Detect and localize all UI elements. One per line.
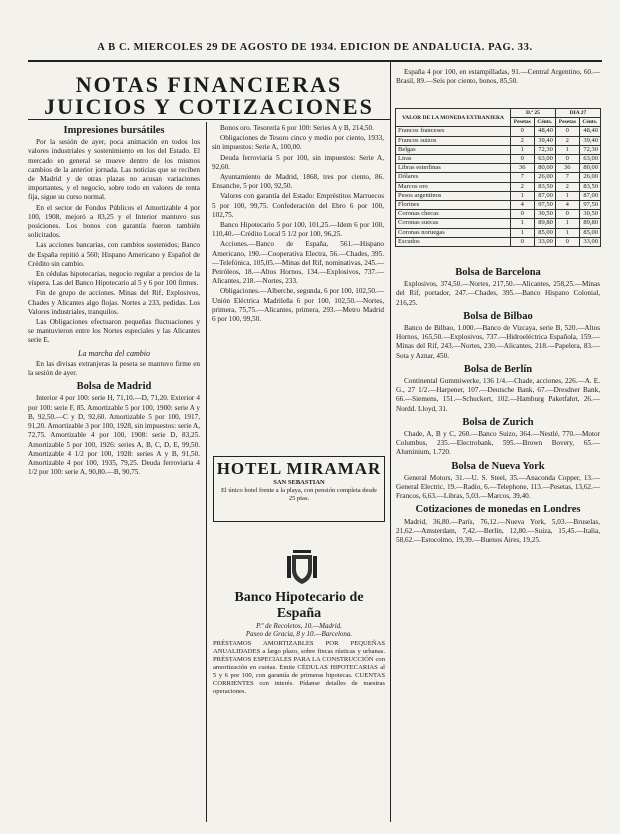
fx-sub-header: Pesetas bbox=[510, 118, 534, 127]
col1-paragraph: Por la sesión de ayer, poca animación en todos los valores industriales y sostenimiento en los del Estado. El mercado en general se mueve dentro de los mismos cambios de la anterior jornada. Las noticias que se reciben de Madrid y de otras plazas no acusan variaciones importantes, y el negocio, sobre todo en valores de renta fija, sigue su curso normal. bbox=[28, 138, 200, 202]
currency-value: 1 bbox=[555, 219, 579, 228]
col2-paragraph: Ayuntamiento de Madrid, 1868, tres por ciento, 86. Ensanche, 5 por 100, 92,50. bbox=[212, 173, 384, 191]
hotel-miramar-ad bbox=[213, 456, 385, 522]
marcha-title: La marcha del cambio bbox=[78, 348, 150, 358]
currency-value: 80,00 bbox=[534, 164, 555, 173]
col1-paragraph: En cédulas hipotecarias, negocio regular a precios de la víspera. Las del Banco Hipotecario al 5 y 6 por 100 firmes. bbox=[28, 270, 200, 288]
col1-paragraph: Las acciones bancarias, con cambios sostenidos; Banco de España repitió a 560; Hispano Americano y Español de Crédito sin cambio. bbox=[28, 241, 200, 268]
currency-value: 26,00 bbox=[579, 173, 600, 182]
currency-value: 30,50 bbox=[579, 210, 600, 219]
currency-value: 83,50 bbox=[534, 182, 555, 191]
currency-row bbox=[396, 182, 601, 191]
barcelona-text: Explosivos, 374,50.—Nortes, 217,50.—Alicantes, 258,25.—Minas del Rif, portador, 247.—Chades, 395.—Banco Hispano Colonial, 216,25. bbox=[396, 280, 600, 307]
currency-value: 1 bbox=[510, 219, 534, 228]
currency-name: Belgas bbox=[396, 145, 511, 154]
currency-row bbox=[396, 155, 601, 164]
currency-value: 1 bbox=[555, 228, 579, 237]
currency-value: 7 bbox=[555, 173, 579, 182]
col2-paragraph: Deuda ferroviaria 5 por 100, sin impuestos: Serie A, 92,60. bbox=[212, 153, 384, 171]
currency-value: 1 bbox=[510, 145, 534, 154]
currency-value: 33,00 bbox=[579, 237, 600, 246]
bank-body: PRÉSTAMOS AMORTIZABLES POR PEQUEÑAS ANUALIDADES a largo plazo, sobre fincas rústicas y urbanas. PRÉSTAMOS ESPECIALES PARA LA CONSTRUCCIÓN con amortización en cuotas. Emite CÉDULAS HIPOTECARIAS al 5 y 6 por 100, con garantía de primeras hipotecas. CUENTAS CORRIENTES con interés. Pídanse detalles de nuestras operaciones. bbox=[213, 640, 385, 695]
col1-paragraph: En las divisas extranjeras la peseta se mantuvo firme en la sesión de ayer. bbox=[28, 359, 200, 378]
fx-sub-header: Cénts. bbox=[579, 118, 600, 127]
currency-name: Francos suizos bbox=[396, 136, 511, 145]
col1-paragraph: Interior 4 por 100: serie H, 71,10.—D, 71,20. Exterior 4 por 100: serie F, 85. Amortizable 5 por 100, 1900: serie A y B, 92,50.—C y D, 92,60. Amortizable 5 por 100, 1917, 91,20. Amortizable 3 por 100, 1928, sin impuestos: serie A, 72,75. Amortizable 4 por 100, 1908: serie D, 83,25. Amortizable 5 por 100, 1926: series A, B, C, D, E, 99,50. Amortizable 4 1/2 por 100, 1928: series A y B, 91,50. Amortizable 4 por 100, 1935, 79,25. Deuda ferroviaria 4 1/2 por 100: serie A, 90,80.—B, 90,75. bbox=[28, 394, 200, 477]
column-3 bbox=[396, 264, 600, 546]
currency-name: Francos franceses bbox=[396, 127, 511, 136]
currency-row bbox=[396, 228, 601, 237]
currency-value: 87,00 bbox=[579, 191, 600, 200]
currency-value: 1 bbox=[555, 145, 579, 154]
currency-value: 0 bbox=[555, 237, 579, 246]
bank-name: Banco Hipotecario de España bbox=[234, 590, 364, 621]
currency-value: 7 bbox=[510, 173, 534, 182]
impresiones-title: Impresiones bursátiles bbox=[63, 125, 165, 136]
currency-value: 2 bbox=[510, 182, 534, 191]
berlin-text: Continental Gummiwerke, 136 1/4.—Chade, acciones, 226.—A. E. G., 27 1/2.—Harpener, 107.—Deutsche Bank, 67.—Dresdner Bank, 66.—Siemens, 151.—Schuckert, 102.—Hamburg Paketfahrt, 26.—Nordd. Lloyd, 31. bbox=[396, 377, 600, 413]
currency-value: 89,80 bbox=[579, 219, 600, 228]
col2-paragraph: Bonos oro. Tesorería 6 por 100: Series A y B, 214,50. bbox=[220, 124, 374, 132]
currency-row bbox=[396, 201, 601, 210]
londres-text: Madrid, 36,80.—París, 76,12.—Nueva York, 5,03.—Bruselas, 21,62.—Amsterdam, 7,42.—Berlín, 12,80.—Suiza, 15,45.—Italia, 58,62.—Estocolmo, 19,39.—Buenos Aires, 19,25. bbox=[396, 517, 600, 545]
barcelona-title: Bolsa de Barcelona bbox=[455, 267, 541, 278]
londres-title: Cotizaciones de monedas en Londres bbox=[415, 504, 581, 516]
currency-value: 63,00 bbox=[534, 155, 555, 164]
currency-value: 4 bbox=[510, 201, 534, 210]
currency-value: 0 bbox=[555, 127, 579, 136]
banco-hipotecario-ad bbox=[211, 590, 387, 696]
currency-value: 0 bbox=[510, 210, 534, 219]
hotel-name: HOTEL MIRAMAR bbox=[216, 459, 382, 478]
column-rule-2 bbox=[390, 62, 391, 822]
col3-paragraph: España 4 por 100, en estampilladas, 91.—Central Argentino, 60.—Brasil, 89.—Seis por ciento, bonos, 85,50. bbox=[396, 68, 600, 86]
madrid-title: Bolsa de Madrid bbox=[76, 381, 152, 393]
fx-header-day27: DIA 27 bbox=[555, 109, 600, 118]
currency-value: 72,30 bbox=[579, 145, 600, 154]
currency-name: Dólares bbox=[396, 173, 511, 182]
currency-value: 89,80 bbox=[534, 219, 555, 228]
col1-paragraph: Las Obligaciones efectuaron pequeñas fluctuaciones y se mantuvieron entre los Nortes especiales y las Alicantes serie E. bbox=[28, 318, 200, 345]
currency-value: 4 bbox=[555, 201, 579, 210]
bank-crest-icon bbox=[284, 546, 320, 586]
currency-name: Coronas suecas bbox=[396, 219, 511, 228]
currency-value: 63,00 bbox=[579, 155, 600, 164]
currency-value: 2 bbox=[555, 182, 579, 191]
currency-value: 36 bbox=[510, 164, 534, 173]
header-rule bbox=[28, 60, 602, 62]
col2-paragraph: Obligaciones.—Alberche, segunda, 6 por 100, 102,50.—Unión Eléctrica Madrileña 6 por 100, 102,50.—Nortes, primera, 75,75.—Alicantes, primera, 293.—Metro Madrid 6 por 100, 99,50. bbox=[212, 287, 384, 324]
currency-value: 83,50 bbox=[579, 182, 600, 191]
currency-value: 1 bbox=[510, 191, 534, 200]
bank-branch: Paseo de Gracia, 8 y 10.—Barcelona. bbox=[245, 630, 353, 638]
hotel-text: El único hotel frente a la playa, con pensión completa desde 25 ptas. bbox=[220, 487, 378, 502]
ny-title: Bolsa de Nueva York bbox=[451, 460, 545, 472]
col2-paragraph: Valores con garantía del Estado: Empréstitos Marruecos 5 por 100, 99,75. Confederación del Ebro 6 por 100, 102,75. bbox=[212, 192, 384, 219]
currency-value: 36 bbox=[555, 164, 579, 173]
currency-value: 26,00 bbox=[534, 173, 555, 182]
currency-value: 87,00 bbox=[534, 191, 555, 200]
col1-paragraph: Fin de grupo de acciones. Minas del Rif, Explosivos, Chades y Alicantes algo flojas. Nortes a 233, pedidas. Los Valores industriales, tranquilos. bbox=[28, 289, 200, 316]
currency-row bbox=[396, 191, 601, 200]
currency-value: 0 bbox=[510, 155, 534, 164]
fx-sub-header: Cénts. bbox=[534, 118, 555, 127]
col2-paragraph: Obligaciones de Tesoro cinco y medio por ciento, 1933, sin impuestos: Serie A, 100,00. bbox=[212, 134, 384, 152]
zurich-text: Chade, A, B y C, 260.—Banco Suizo, 364.—Nestlé, 770.—Motor Columbus, 235.—Electrobank, 595.—Brown Bovery, 65.—Aluminium, 1.720. bbox=[396, 430, 600, 457]
currency-value: 85,00 bbox=[579, 228, 600, 237]
bank-address: P.º de Recoletos, 10.—Madrid. bbox=[256, 622, 342, 630]
section-title: NOTAS FINANCIERAS JUICIOS Y COTIZACIONES bbox=[44, 72, 374, 119]
fx-header-currency: VALOR DE LA MONEDA EXTRANJERA bbox=[396, 109, 511, 127]
zurich-title: Bolsa de Zurich bbox=[462, 416, 534, 428]
currency-value: 48,40 bbox=[534, 127, 555, 136]
currency-value: 2 bbox=[555, 136, 579, 145]
fx-sub-header: Pesetas bbox=[555, 118, 579, 127]
currency-row bbox=[396, 145, 601, 154]
bilbao-title: Bolsa de Bilbao bbox=[463, 310, 533, 322]
column-3-intro bbox=[396, 68, 600, 87]
column-rule-1 bbox=[206, 122, 207, 822]
fx-header-day25: D.ª 25 bbox=[510, 109, 555, 118]
title-rule bbox=[28, 119, 390, 120]
currency-value: 97,50 bbox=[579, 201, 600, 210]
column-1 bbox=[28, 122, 200, 478]
currency-value: 0 bbox=[510, 127, 534, 136]
currency-value: 0 bbox=[510, 237, 534, 246]
currency-value: 1 bbox=[555, 191, 579, 200]
currency-name: Liras bbox=[396, 155, 511, 164]
col2-paragraph: Acciones.—Banco de España, 561.—Hispano Americano, 190.—Cooperativa Electra, 56.—Chades, 395.—Telefónica, 105,05.—Minas del Rif, nominativas, 245.—Petróleos, 18.—Altos Hornos, 134.—Explosivos, 737.—Alicantes, 218.—Nortes, 233. bbox=[212, 240, 384, 286]
currency-row bbox=[396, 237, 601, 246]
currency-value: 72,30 bbox=[534, 145, 555, 154]
currency-name: Florines bbox=[396, 201, 511, 210]
currency-value: 0 bbox=[555, 210, 579, 219]
currency-row bbox=[396, 210, 601, 219]
currency-value: 1 bbox=[510, 228, 534, 237]
currency-row bbox=[396, 164, 601, 173]
col2-paragraph: Banco Hipotecario 5 por 100, 101,25.—Idem 6 por 100, 110,40.—Crédito Local 5 1/2 por 100, 96,25. bbox=[212, 221, 384, 239]
currency-name: Coronas checas bbox=[396, 210, 511, 219]
currency-row bbox=[396, 173, 601, 182]
currency-name: Escudos bbox=[396, 237, 511, 246]
currency-value: 85,00 bbox=[534, 228, 555, 237]
currency-value: 30,50 bbox=[534, 210, 555, 219]
currency-value: 39,40 bbox=[579, 136, 600, 145]
currency-table bbox=[395, 108, 601, 247]
currency-value: 80,00 bbox=[579, 164, 600, 173]
currency-value: 97,50 bbox=[534, 201, 555, 210]
currency-name: Libras esterlinas bbox=[396, 164, 511, 173]
currency-value: 0 bbox=[555, 155, 579, 164]
currency-row bbox=[396, 127, 601, 136]
hotel-place: SAN SEBASTIAN bbox=[273, 479, 325, 486]
currency-value: 33,00 bbox=[534, 237, 555, 246]
currency-value: 48,40 bbox=[579, 127, 600, 136]
currency-value: 39,40 bbox=[534, 136, 555, 145]
currency-name: Coronas noruegas bbox=[396, 228, 511, 237]
bilbao-text: Banco de Bilbao, 1.000.—Banco de Vizcaya, serie B, 520.—Altos Hornos, 165,50.—Explosivos, 737.—Hidroeléctrica Española, 159.—Minas del Rif, 243.—Nortes, 230.—Alicantes, 218.—Papelera, 83.—Sota y Aznar, 450. bbox=[396, 324, 600, 360]
page-header: A B C. MIERCOLES 29 DE AGOSTO DE 1934. EDICION DE ANDALUCIA. PAG. 33. bbox=[97, 42, 533, 53]
currency-name: Pesos argentinos bbox=[396, 191, 511, 200]
currency-row bbox=[396, 219, 601, 228]
currency-row bbox=[396, 136, 601, 145]
currency-name: Marcos oro bbox=[396, 182, 511, 191]
col1-paragraph: En el sector de Fondos Públicos el Amortizable 4 por 100, 1908, mejoró a 83,25 y el Interior mantuvo sus posiciones. Los bonos con garantía fueron también solicitados. bbox=[28, 203, 200, 240]
currency-value: 2 bbox=[510, 136, 534, 145]
column-2 bbox=[212, 124, 384, 325]
berlin-title: Bolsa de Berlín bbox=[463, 363, 533, 375]
ny-text: General Motors, 31.—U. S. Steel, 35.—Anaconda Copper, 13.—General Electric, 19.—Radio, 6.—Telephone, 113.—Pesetas, 13,62.—Francos, 6,63.—Libras, 5,03.—Marcos, 39,40. bbox=[396, 473, 600, 501]
